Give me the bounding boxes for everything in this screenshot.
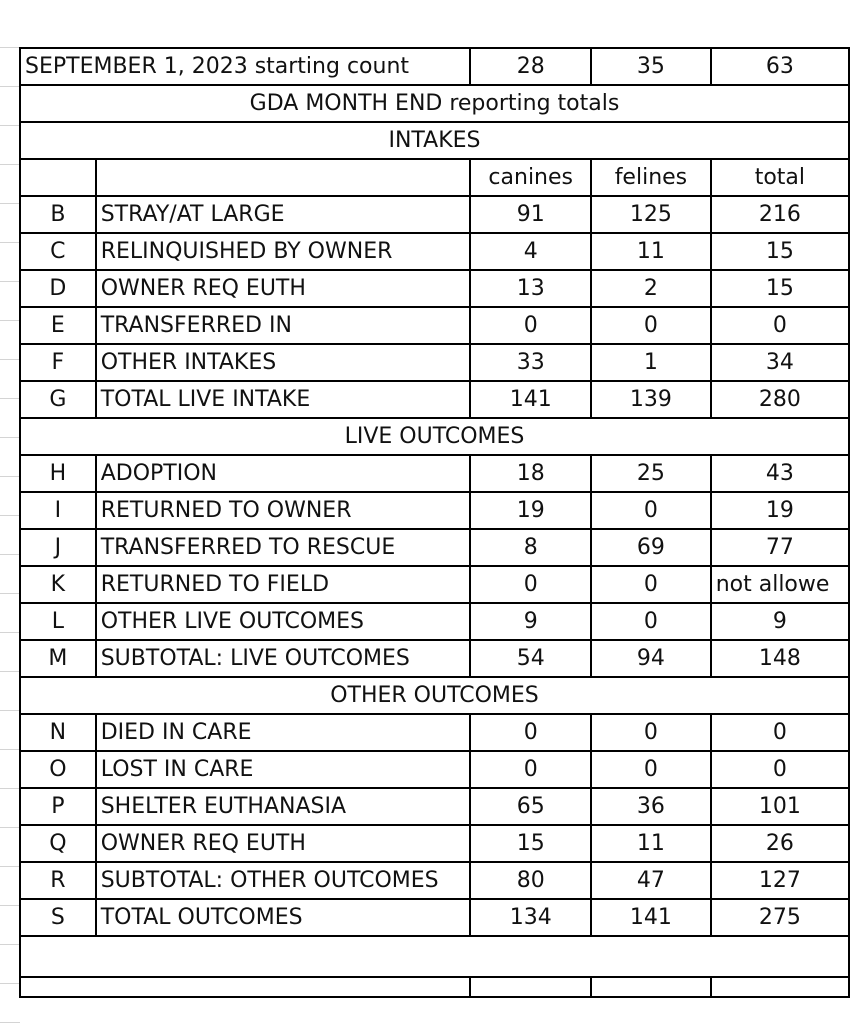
row-label[interactable]: TRANSFERRED TO RESCUE	[96, 529, 471, 566]
row-code[interactable]: E	[20, 307, 96, 344]
row-code[interactable]: S	[20, 899, 96, 936]
row-total[interactable]: 280	[711, 381, 849, 418]
column-header-row	[20, 159, 849, 196]
row-felines[interactable]: 0	[591, 751, 711, 788]
empty-row	[20, 936, 849, 977]
row-label[interactable]: ADOPTION	[96, 455, 471, 492]
row-total[interactable]: 9	[711, 603, 849, 640]
row-code[interactable]: C	[20, 233, 96, 270]
header-blank-code[interactable]	[20, 159, 96, 196]
row-felines[interactable]: 0	[591, 307, 711, 344]
row-code[interactable]: J	[20, 529, 96, 566]
header-total[interactable]: total	[711, 159, 849, 196]
sheet-gridline	[0, 437, 20, 438]
row-canines[interactable]: 19	[470, 492, 591, 529]
row-total[interactable]: 0	[711, 714, 849, 751]
sheet-gridline	[0, 788, 20, 789]
row-total[interactable]: 148	[711, 640, 849, 677]
sheet-gridline	[0, 359, 20, 360]
row-total[interactable]: 15	[711, 270, 849, 307]
row-code[interactable]: P	[20, 788, 96, 825]
row-code[interactable]: G	[20, 381, 96, 418]
table-row	[20, 751, 849, 788]
row-canines[interactable]: 54	[470, 640, 591, 677]
row-total[interactable]: 34	[711, 344, 849, 381]
row-total[interactable]: 19	[711, 492, 849, 529]
table-row	[20, 899, 849, 936]
row-canines[interactable]: 18	[470, 455, 591, 492]
table-row	[20, 455, 849, 492]
row-label[interactable]: OWNER REQ EUTH	[96, 270, 471, 307]
row-label[interactable]: SUBTOTAL: LIVE OUTCOMES	[96, 640, 471, 677]
row-felines[interactable]: 0	[591, 603, 711, 640]
sheet-gridline	[0, 164, 20, 165]
sheet-gridline	[0, 476, 20, 477]
sheet-gridline	[0, 554, 20, 555]
row-code[interactable]: B	[20, 196, 96, 233]
row-felines[interactable]: 141	[591, 899, 711, 936]
row-canines[interactable]: 0	[470, 307, 591, 344]
sheet-gridline	[0, 671, 20, 672]
row-canines[interactable]: 9	[470, 603, 591, 640]
sheet-gridline	[0, 983, 20, 984]
row-felines[interactable]: 11	[591, 825, 711, 862]
row-canines[interactable]: 0	[470, 751, 591, 788]
row-felines[interactable]: 94	[591, 640, 711, 677]
row-felines[interactable]: 1	[591, 344, 711, 381]
row-label[interactable]: TOTAL LIVE INTAKE	[96, 381, 471, 418]
row-code[interactable]: D	[20, 270, 96, 307]
sheet-gridline	[0, 47, 20, 48]
row-canines[interactable]: 4	[470, 233, 591, 270]
row-total[interactable]: 43	[711, 455, 849, 492]
row-canines[interactable]: 33	[470, 344, 591, 381]
table-row	[20, 529, 849, 566]
sheet-gridline	[0, 905, 20, 906]
starting-count-total[interactable]: 63	[711, 48, 849, 85]
row-label[interactable]: RETURNED TO FIELD	[96, 566, 471, 603]
row-canines[interactable]: 15	[470, 825, 591, 862]
row-felines[interactable]: 36	[591, 788, 711, 825]
row-felines[interactable]: 125	[591, 196, 711, 233]
row-label[interactable]: TRANSFERRED IN	[96, 307, 471, 344]
row-canines[interactable]: 13	[470, 270, 591, 307]
sheet-gridline	[0, 710, 20, 711]
table-row	[20, 307, 849, 344]
row-label[interactable]: LOST IN CARE	[96, 751, 471, 788]
starting-count-felines[interactable]: 35	[591, 48, 711, 85]
row-code[interactable]: R	[20, 862, 96, 899]
intakes-section-row	[20, 122, 849, 159]
row-total[interactable]: 275	[711, 899, 849, 936]
header-canines[interactable]: canines	[470, 159, 591, 196]
clipped-cell[interactable]	[470, 977, 591, 997]
live-outcomes-section-title[interactable]: LIVE OUTCOMES	[20, 418, 849, 455]
row-label[interactable]: OTHER LIVE OUTCOMES	[96, 603, 471, 640]
row-felines[interactable]: 0	[591, 492, 711, 529]
row-label[interactable]: RETURNED TO OWNER	[96, 492, 471, 529]
other-outcomes-section-row	[20, 677, 849, 714]
row-code[interactable]: H	[20, 455, 96, 492]
intakes-section-title[interactable]: INTAKES	[20, 122, 849, 159]
row-code[interactable]: Q	[20, 825, 96, 862]
clipped-cell[interactable]	[711, 977, 849, 997]
table-row	[20, 566, 849, 603]
row-code[interactable]: M	[20, 640, 96, 677]
sheet-gridline	[0, 86, 20, 87]
report-title-row	[20, 85, 849, 122]
sheet-gridline	[0, 320, 20, 321]
row-total[interactable]: 0	[711, 751, 849, 788]
row-felines[interactable]: 69	[591, 529, 711, 566]
row-total[interactable]: 101	[711, 788, 849, 825]
sheet-gridline	[0, 1022, 20, 1023]
live-outcomes-section-row	[20, 418, 849, 455]
row-label[interactable]: TOTAL OUTCOMES	[96, 899, 471, 936]
table-row	[20, 825, 849, 862]
row-label[interactable]: STRAY/AT LARGE	[96, 196, 471, 233]
row-label[interactable]: SUBTOTAL: OTHER OUTCOMES	[96, 862, 471, 899]
row-canines[interactable]: 8	[470, 529, 591, 566]
row-total[interactable]: not allowe	[711, 566, 849, 603]
sheet-gridline	[0, 398, 20, 399]
row-label[interactable]: OWNER REQ EUTH	[96, 825, 471, 862]
sheet-gridline	[0, 593, 20, 594]
row-canines[interactable]: 134	[470, 899, 591, 936]
row-code[interactable]: L	[20, 603, 96, 640]
sheet-gridline	[0, 944, 20, 945]
header-blank-label[interactable]	[96, 159, 471, 196]
row-canines[interactable]: 80	[470, 862, 591, 899]
sheet-gridline	[0, 125, 20, 126]
row-felines[interactable]: 2	[591, 270, 711, 307]
row-total[interactable]: 15	[711, 233, 849, 270]
table-row	[20, 344, 849, 381]
table-row	[20, 233, 849, 270]
row-canines[interactable]: 91	[470, 196, 591, 233]
clipped-cell[interactable]	[591, 977, 711, 997]
table-row	[20, 640, 849, 677]
row-label[interactable]: RELINQUISHED BY OWNER	[96, 233, 471, 270]
table-row	[20, 381, 849, 418]
row-label[interactable]: DIED IN CARE	[96, 714, 471, 751]
report-title[interactable]: GDA MONTH END reporting totals	[20, 85, 849, 122]
row-canines[interactable]: 141	[470, 381, 591, 418]
table-row	[20, 270, 849, 307]
row-total[interactable]: 127	[711, 862, 849, 899]
row-felines[interactable]: 0	[591, 566, 711, 603]
sheet-gridline	[0, 281, 20, 282]
header-felines[interactable]: felines	[591, 159, 711, 196]
sheet-gridline	[0, 242, 20, 243]
row-total[interactable]: 216	[711, 196, 849, 233]
row-label[interactable]: OTHER INTAKES	[96, 344, 471, 381]
table-row	[20, 196, 849, 233]
row-canines[interactable]: 65	[470, 788, 591, 825]
row-total[interactable]: 77	[711, 529, 849, 566]
row-canines[interactable]: 0	[470, 714, 591, 751]
clipped-cell[interactable]	[20, 977, 470, 997]
row-felines[interactable]: 11	[591, 233, 711, 270]
month-end-report-table	[19, 47, 850, 998]
starting-count-row	[20, 48, 849, 85]
row-total[interactable]: 0	[711, 307, 849, 344]
starting-count-label[interactable]: SEPTEMBER 1, 2023 starting count	[20, 48, 470, 85]
sheet-gridline	[0, 203, 20, 204]
sheet-gridline	[0, 866, 20, 867]
row-code[interactable]: K	[20, 566, 96, 603]
row-canines[interactable]: 0	[470, 566, 591, 603]
table-row	[20, 714, 849, 751]
row-code[interactable]: O	[20, 751, 96, 788]
table-row	[20, 862, 849, 899]
table-row	[20, 492, 849, 529]
row-felines[interactable]: 47	[591, 862, 711, 899]
starting-count-canines[interactable]: 28	[470, 48, 591, 85]
sheet-gridline	[0, 827, 20, 828]
sheet-gridline	[0, 749, 20, 750]
empty-cell[interactable]	[20, 936, 849, 977]
row-felines[interactable]: 139	[591, 381, 711, 418]
table-row	[20, 788, 849, 825]
row-felines[interactable]: 25	[591, 455, 711, 492]
row-code[interactable]: F	[20, 344, 96, 381]
table-row	[20, 603, 849, 640]
sheet-gridline	[0, 515, 20, 516]
row-label[interactable]: SHELTER EUTHANASIA	[96, 788, 471, 825]
row-code[interactable]: N	[20, 714, 96, 751]
clipped-row	[20, 977, 849, 997]
row-code[interactable]: I	[20, 492, 96, 529]
sheet-gridline	[0, 632, 20, 633]
row-total[interactable]: 26	[711, 825, 849, 862]
row-felines[interactable]: 0	[591, 714, 711, 751]
other-outcomes-section-title[interactable]: OTHER OUTCOMES	[20, 677, 849, 714]
